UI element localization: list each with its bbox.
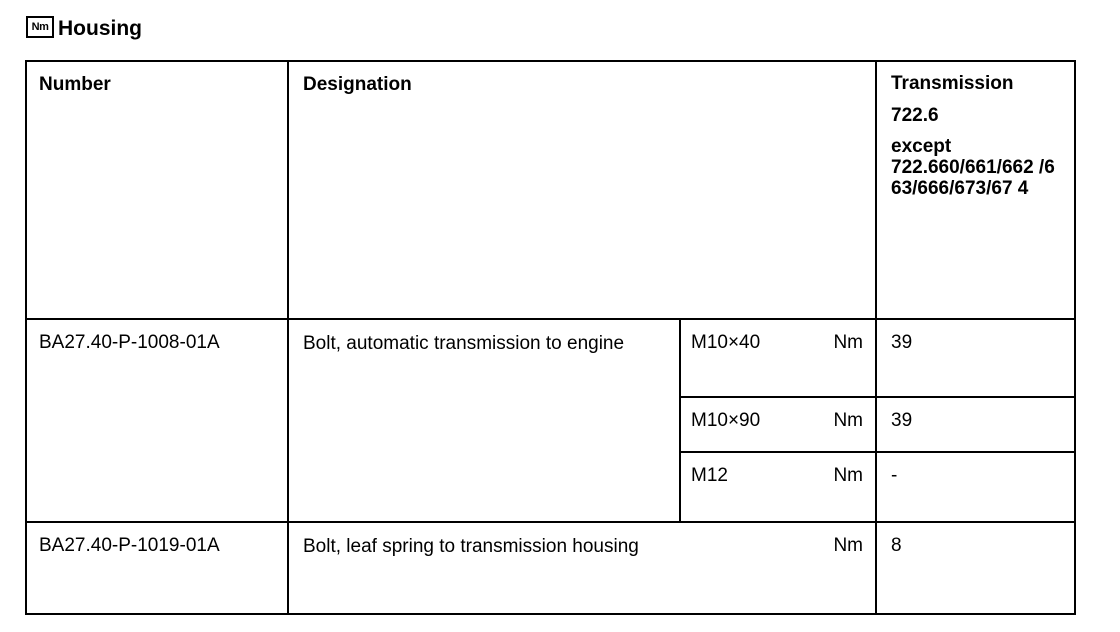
row-unit: Nm — [790, 522, 876, 614]
header-designation: Designation — [288, 61, 876, 319]
row-unit: Nm — [790, 452, 876, 522]
row-size: M10×40 — [680, 319, 790, 397]
torque-spec-table — [25, 60, 1076, 615]
table-header-row — [26, 61, 1075, 319]
row-size: M12 — [680, 452, 790, 522]
header-except-label: except — [891, 135, 952, 157]
row-number: BA27.40-P-1019-01A — [26, 522, 288, 614]
table-row — [26, 522, 1075, 614]
row-designation: Bolt, leaf spring to transmission housing — [288, 522, 680, 614]
row-unit: Nm — [790, 397, 876, 452]
header-except-values: 722.660/661/662 /663/666/673/67 4 — [891, 157, 1055, 200]
header-model: 722.6 — [891, 104, 939, 126]
section-title: Housing — [58, 17, 142, 40]
row-designation: Bolt, automatic transmission to engine — [288, 319, 680, 522]
header-transmission: Transmission — [891, 73, 1014, 94]
header-number: Number — [26, 61, 288, 319]
row-value: 39 — [876, 397, 1075, 452]
row-value: 39 — [876, 319, 1075, 397]
torque-nm-icon: Nm — [26, 16, 54, 38]
header-transmission-cell — [876, 61, 1075, 319]
row-value: - — [876, 452, 1075, 522]
row-value: 8 — [876, 522, 1075, 614]
section-heading — [26, 14, 142, 44]
row-size: M10×90 — [680, 397, 790, 452]
table-row — [26, 319, 1075, 397]
row-unit: Nm — [790, 319, 876, 397]
row-size — [680, 522, 790, 614]
row-number: BA27.40-P-1008-01A — [26, 319, 288, 522]
